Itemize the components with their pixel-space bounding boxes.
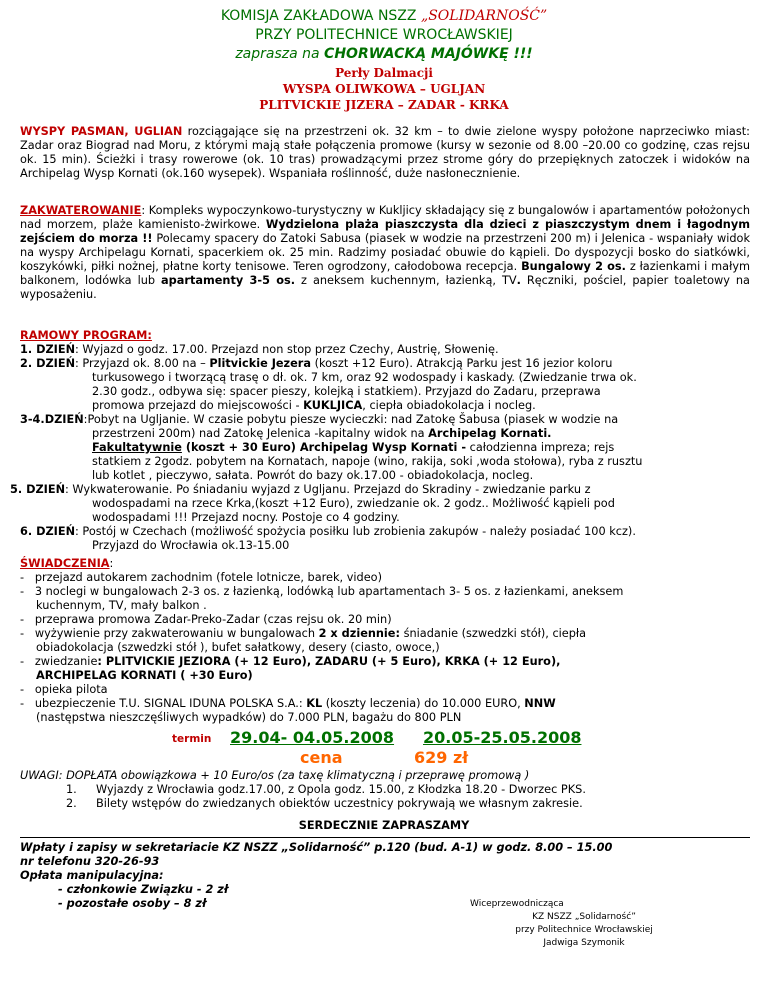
day-3-4-label: 3-4.DZIEŃ xyxy=(20,413,84,426)
service-1-text: przejazd autokarem zachodnim (fotele lotnicze, barek, video) xyxy=(34,571,382,584)
accommodation-text-3: z łazienkami i małym balkonem, lodówka lub xyxy=(20,260,751,287)
service-2-cont: kuchennym, TV, mały balkon . xyxy=(36,599,207,612)
signature-university: przy Politechnice Wrocławskiej xyxy=(515,925,653,935)
note-2-number: 2. xyxy=(66,797,77,810)
header-line-1 xyxy=(0,8,768,24)
service-2-text: 3 noclegi w bungalowach 2-3 os. z łazienką, lodówką lub apartamentach 3- 5 os. z łazienkami, aneksem xyxy=(34,585,624,598)
footer-fee-members: - członkowie Związku - 2 zł xyxy=(58,883,229,896)
invite-text: SERDECZNIE ZAPRASZAMY xyxy=(298,819,470,832)
services-colon: : xyxy=(109,557,114,570)
accommodation-text-5: Ręczniki, pościel, papier toaletowy na wyposażeniu. xyxy=(20,274,750,301)
day-6-line-2: Przyjazd do Wrocławia ok.13-15.00 xyxy=(92,539,290,552)
signature-name: Jadwiga Szymonik xyxy=(543,938,625,948)
notes-title: UWAGI: DOPŁATA obowiązkowa + 10 Euro/os (za taxę klimatyczną i przeprawę promową ) xyxy=(20,769,530,782)
accommodation-beach: Wydzielona plaża piaszczysta dla dzieci z piaszczystym dnem i łagodnym zejściem do morza !! xyxy=(20,218,750,245)
accommodation-label: ZAKWATEROWANIE xyxy=(20,204,142,217)
accommodation-text-2: Polecamy spacery do Zatoki Sabusa (piasek w wodzie na przestrzeni 200 m) i Jelenica - wspaniały widok na wyspy Archipelagu Kornati, spacerkiem ok. 25 min. Radzimy posiadać obuwie do kąpieli. Do dyspozycji bosko do siatkówki, koszykówki, piłki nożnej, płatne korty tenisowe. Teren ogrodzony, całodobowa recepcja. xyxy=(20,232,751,273)
price-label: cena xyxy=(300,748,343,767)
subtitle-1: Perły Dalmacji xyxy=(335,66,433,80)
footer-fee-title: Opłata manipulacyjna: xyxy=(20,869,164,882)
footer-phone: nr telefonu 320-26-93 xyxy=(20,855,160,868)
day-2-text: : Przyjazd ok. 8.00 na – xyxy=(75,357,210,370)
service-6-text: opieka pilota xyxy=(34,683,108,696)
service-3: - przeprawa promowa Zadar-Preko-Zadar (czas rejsu ok. 20 min) xyxy=(20,613,392,626)
day-2-line-4 xyxy=(92,399,536,413)
service-7-kl: KL xyxy=(306,697,323,710)
accommodation-apartments: apartamenty 3-5 os. xyxy=(161,274,296,287)
services-header xyxy=(20,557,113,571)
accommodation-paragraph xyxy=(20,204,750,302)
term-date-2: 20.05-25.05.2008 xyxy=(423,728,582,747)
day-2-line-4a: promowa przejazd do miejscowości - xyxy=(92,399,304,412)
day-1 xyxy=(20,343,499,357)
day-3-4-optional-cost: (koszt + 30 Euro) Archipelag Wysp Kornati - xyxy=(181,441,467,454)
services-label: ŚWIADCZENIA xyxy=(20,557,110,570)
day-3-4-line-3b: całodzienna impreza; rejs xyxy=(466,441,615,454)
service-5-sights: : PLITVICKIE JEZIORA (+ 12 Euro), ZADARU (+ 5 Euro), KRKA (+ 12 Euro), xyxy=(97,655,561,668)
note-1: Wyjazdy z Wrocławia godz.17.00, z Opola godz. 15.00, z Kłodzka 18.20 - Dworzec PKS. xyxy=(96,783,586,796)
header-solidarnosc: „SOLIDARNOŚĆ” xyxy=(420,8,548,24)
day-3-4-line-2 xyxy=(92,427,551,441)
day-2-line-4b: , ciepła obiadokolacja i nocleg. xyxy=(362,399,536,412)
term-date-1: 29.04- 04.05.2008 xyxy=(230,728,395,747)
service-7-text: ubezpieczenie T.U. SIGNAL IDUNA POLSKA S.A.: xyxy=(34,697,307,710)
intro-text: rozciągające się na przestrzeni ok. 32 km – to dwie zielone wyspy położone naprzeciwko miast: Zadar oraz Biograd nad Moru, z którymi mają stałe połączenia promowe (kursy w sezonie od 8.00 –20.00 co godzinę, czas rejsu ok. 15 min). Ścieżki i trasy rowerowe (ok. 10 tras) prowadzącymi przez strome góry do przepięknych zatoczek i widoków na Archipelag Wysp Kornati (ok.160 wysepek). Wspaniała roślinność, duże nasłonecznienie. xyxy=(20,125,750,180)
day-5-line-2: wodospadami na rzece Krka,(koszt +12 Euro), zwiedzanie ok. 2 godz.. Możliwość kąpieli pod xyxy=(92,497,615,510)
price-value: 629 zł xyxy=(414,748,469,767)
day-3-4 xyxy=(20,413,618,427)
term-label: termin xyxy=(172,733,212,745)
day-3-4-line-2a: przestrzeni 200m) nad Zatokę Jelenica -kapitalny widok na xyxy=(92,427,429,440)
footer-fee-others: - pozostałe osoby – 8 zł xyxy=(58,897,207,910)
day-3-4-line-3 xyxy=(92,441,614,455)
note-1-number: 1. xyxy=(66,783,77,796)
day-2-text-b: (koszt +12 Euro). Atrakcją Parku jest 16 jezior koloru xyxy=(311,357,613,370)
accommodation-text-1: : Kompleks wypoczynkowo-turystyczny w Kukljicy składający się z bungalowów i apartamentów położonych nad morzem, plaże kamienisto-żwirkowe. xyxy=(20,204,750,231)
day-6-text: : Postój w Czechach (możliwość spożycia posiłku lub zrobienia zakupów - należy posiadać 100 kcz). xyxy=(75,525,636,538)
service-7: - ubezpieczenie T.U. SIGNAL IDUNA POLSKA S.A.: KL (koszty leczenia) do 10.000 EURO, NNW xyxy=(20,697,556,710)
header-invite-prefix: zaprasza na xyxy=(235,46,320,62)
day-3-4-kornati: Archipelag Kornati. xyxy=(428,427,552,440)
service-3-text: przeprawa promowa Zadar-Preko-Zadar (czas rejsu ok. 20 min) xyxy=(34,613,392,626)
header-org: KOMISJA ZAKŁADOWA NSZZ xyxy=(220,8,417,24)
service-4-meals: 2 x dziennie: xyxy=(318,627,400,640)
day-5-text: : Wykwaterowanie. Po śniadaniu wyjazd z Ugljanu. Przejazd do Skradiny - zwiedzanie parku z xyxy=(65,483,591,496)
service-4-text-b: śniadanie (szwedzki stół), ciepła xyxy=(400,627,587,640)
day-6-label: 6. DZIEŃ xyxy=(20,525,76,538)
subtitle-2: WYSPA OLIWKOWA – UGLJAN xyxy=(282,82,486,96)
day-1-text: : Wyjazd o godz. 17.00. Przejazd non stop przez Czechy, Austrię, Słowenię. xyxy=(75,343,499,356)
day-2-label: 2. DZIEŃ xyxy=(20,357,76,370)
service-6: - opieka pilota xyxy=(20,683,108,696)
day-6 xyxy=(20,525,636,539)
signature-org: KZ NSZZ „Solidarność” xyxy=(532,912,636,922)
service-7-text-b: (koszty leczenia) do 10.000 EURO, xyxy=(322,697,525,710)
day-1-label: 1. DZIEŃ xyxy=(20,343,76,356)
service-5: - zwiedzanie: PLITVICKIE JEZIORA (+ 12 Euro), ZADARU (+ 5 Euro), KRKA (+ 12 Euro), xyxy=(20,655,561,668)
footer-line-1: Wpłaty i zapisy w sekretariacie KZ NSZZ „Solidarność” p.120 (bud. A-1) w godz. 8.00 – 15.00 xyxy=(20,841,613,854)
service-2: - 3 noclegi w bungalowach 2-3 os. z łazienką, lodówką lub apartamentach 3- 5 os. z łazienkami, aneksem xyxy=(20,585,624,598)
service-4: - wyżywienie przy zakwaterowaniu w bungalowach 2 x dziennie: śniadanie (szwedzki stół), ciepła xyxy=(20,627,587,640)
service-5-text: zwiedzanie xyxy=(34,655,98,668)
header-line-3 xyxy=(0,46,768,62)
day-2-line-3: 2.30 godz., odbywa się: spacer pieszy, kolejką i statkiem). Przyjazd do Zadaru, przeprawa xyxy=(92,385,601,398)
day-5-label: 5. DZIEŃ xyxy=(10,483,66,496)
accommodation-bungalows: Bungalowy 2 os. xyxy=(521,260,626,273)
signature-title: Wiceprzewodnicząca xyxy=(470,899,564,909)
day-3-4-line-5: lub kotlet , pieczywo, sałata. Powrót do bazy ok.17.00 - obiadokolacja, nocleg. xyxy=(92,469,534,482)
note-2: Bilety wstępów do zwiedzanych obiektów uczestnicy pokrywają we własnym zakresie. xyxy=(96,797,583,810)
intro-paragraph xyxy=(20,125,750,181)
service-7-nnw: NNW xyxy=(524,697,556,710)
footer-divider xyxy=(20,837,750,838)
service-4-text: wyżywienie przy zakwaterowaniu w bungalowach xyxy=(34,627,319,640)
day-5 xyxy=(10,483,591,497)
day-3-4-text: :Pobyt na Ugljanie. W czasie pobytu piesze wycieczki: nad Zatokę Šabusa (piasek w wodzie na xyxy=(83,413,619,426)
service-5-cont: ARCHIPELAG KORNATI ( +30 Euro) xyxy=(36,669,253,682)
intro-lead: WYSPY PASMAN, UGLIAN xyxy=(20,125,183,138)
day-2-plitvice: Plitvickie Jezera xyxy=(209,357,311,370)
header-trip-name: CHORWACKĄ MAJÓWKĘ !!! xyxy=(324,46,533,62)
accommodation-text-4: z aneksem kuchennym, łazienką, TV xyxy=(295,274,517,287)
day-2-line-2: turkusowego i tworzącą trasę o dł. ok. 7 km, oraz 92 wodospady i kaskady. (Zwiedzanie trwa ok. xyxy=(92,371,637,384)
subtitle-3: PLITVICKIE JIZERA – ZADAR - KRKA xyxy=(259,98,509,112)
service-7-cont: (następstwa nieszczęśliwych wypadków) do 7.000 PLN, bagażu do 800 PLN xyxy=(36,711,462,724)
header-line-2: PRZY POLITECHNICE WROCŁAWSKIEJ xyxy=(255,27,513,43)
program-label: RAMOWY PROGRAM: xyxy=(20,329,152,342)
day-2 xyxy=(20,357,612,371)
day-5-line-3: wodospadami !!! Przejazd nocny. Postoje co 4 godziny. xyxy=(92,511,400,524)
accommodation-dot: . xyxy=(516,274,521,287)
day-3-4-line-4: statkiem z 2godz. pobytem na Kornatach, napoje (wino, rakija, soki ,woda stołowa), ryba z rusztu xyxy=(92,455,643,468)
day-3-4-optional: Fakultatywnie xyxy=(92,441,182,454)
day-2-kukljica: KUKLJICA xyxy=(303,399,363,412)
service-4-cont: obiadokolacja (szwedzki stół ), bufet sałatkowy, desery (ciasto, owoce,) xyxy=(36,641,440,654)
service-1: - przejazd autokarem zachodnim (fotele lotnicze, barek, video) xyxy=(20,571,382,584)
